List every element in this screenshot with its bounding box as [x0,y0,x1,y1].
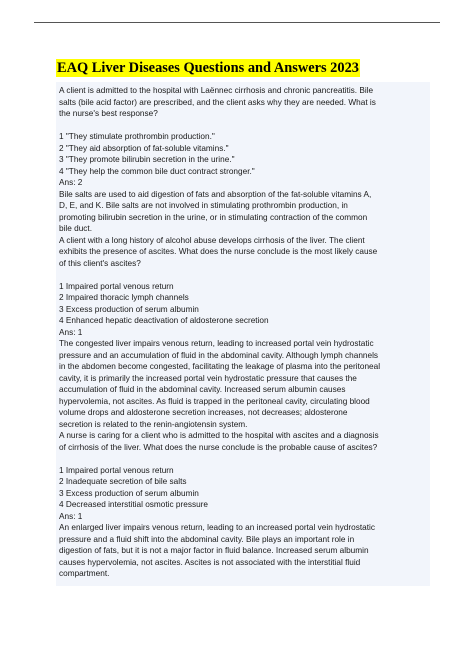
text-line: 3 "They promote bilirubin secretion in the urine." [59,155,235,164]
text-line: hypervolemia, not ascites. As fluid is trapped in the peritoneal cavity, circulating blood [59,396,370,406]
text-line: pressure and a fluid shift into the abdominal cavity. Bile plays an important role in [59,534,355,544]
text-line: 3 Excess production of serum albumin [59,488,199,498]
text-line: exhibits the presence of ascites. What does the nurse conclude is the most likely cause [59,247,378,256]
text-line: pressure and an accumulation of fluid in the abdominal cavity. Although lymph channels [59,350,379,360]
text-line: promoting bilirubin secretion in the urine, or in stimulating contraction of the common [59,212,368,222]
text-line: 4 "They help the common bile duct contract stronger." [59,166,255,176]
text-line: volume drops and aldosterone secretion increases, not decreases; aldosterone [59,408,348,417]
text-line: The congested liver impairs venous return, leading to increased portal vein hydrostatic [59,339,374,348]
text-line: 2 Inadequate secretion of bile salts [59,477,187,486]
text-line: 1 "They stimulate prothrombin production." [59,132,215,141]
blank-line [59,453,428,465]
text-line: 2 "They aid absorption of fat-soluble vitamins." [59,143,229,153]
text-line: An enlarged liver impairs venous return, leading to an increased portal vein hydrostatic [59,523,375,532]
text-line: Bile salts are used to aid digestion of fats and absorption of the fat-soluble vitamins A, [59,189,372,199]
text-line: A client is admitted to the hospital with Laënnec cirrhosis and chronic pancreatitis. Bile [59,86,374,95]
text-line: 2 Impaired thoracic lymph channels [59,293,189,302]
document-title: EAQ Liver Diseases Questions and Answers 2023 [57,60,359,76]
document-body [56,82,430,586]
text-line: salts (bile acid factor) are prescribed, and the client asks why they are needed. What is [59,97,376,107]
text-line: digestion of fats, but it is not a major factor in fluid balance. Increased serum albumin [59,546,369,555]
text-line: Ans: 2 [59,178,83,187]
top-divider [34,22,440,23]
text-line: the nurse's best response? [59,109,158,118]
text-line: 4 Decreased interstitial osmotic pressure [59,500,209,509]
text-line: Ans: 1 [59,511,83,521]
text-line: 1 Impaired portal venous return [59,281,174,291]
text-line: 3 Excess production of serum albumin [59,304,199,314]
text-line: secretion is related to the renin-angiotensin system. [59,419,248,429]
text-line: 1 Impaired portal venous return [59,465,174,475]
text-line: of cirrhosis of the liver. What does the nurse conclude is the probable cause of ascites? [59,442,378,452]
text-line: Ans: 1 [59,327,83,337]
text-line: of this client's ascites? [59,258,141,268]
blank-line [59,120,428,132]
text-line: A client with a long history of alcohol abuse develops cirrhosis of the liver. The client [59,235,365,245]
blank-line [59,269,428,281]
text-line: in the abdomen become congested, facilitating the leakage of plasma into the peritoneal [59,362,381,371]
text-line: 4 Enhanced hepatic deactivation of aldosterone secretion [59,316,269,325]
text-line: compartment. [59,569,110,578]
text-line: bile duct. [59,224,93,233]
text-line: accumulation of fluid in the abdominal cavity. Increased serum albumin causes [59,385,346,394]
text-line: A nurse is caring for a client who is admitted to the hospital with ascites and a diagnosis [59,431,379,440]
text-line: causes hypervolemia, not ascites. Ascites is not associated with the interstitial fluid [59,557,361,567]
text-line: D, E, and K. Bile salts are not involved in stimulating prothrombin production, in [59,201,348,210]
text-line: cavity, it is primarily the increased portal vein hydrostatic pressure that causes the [59,373,357,383]
